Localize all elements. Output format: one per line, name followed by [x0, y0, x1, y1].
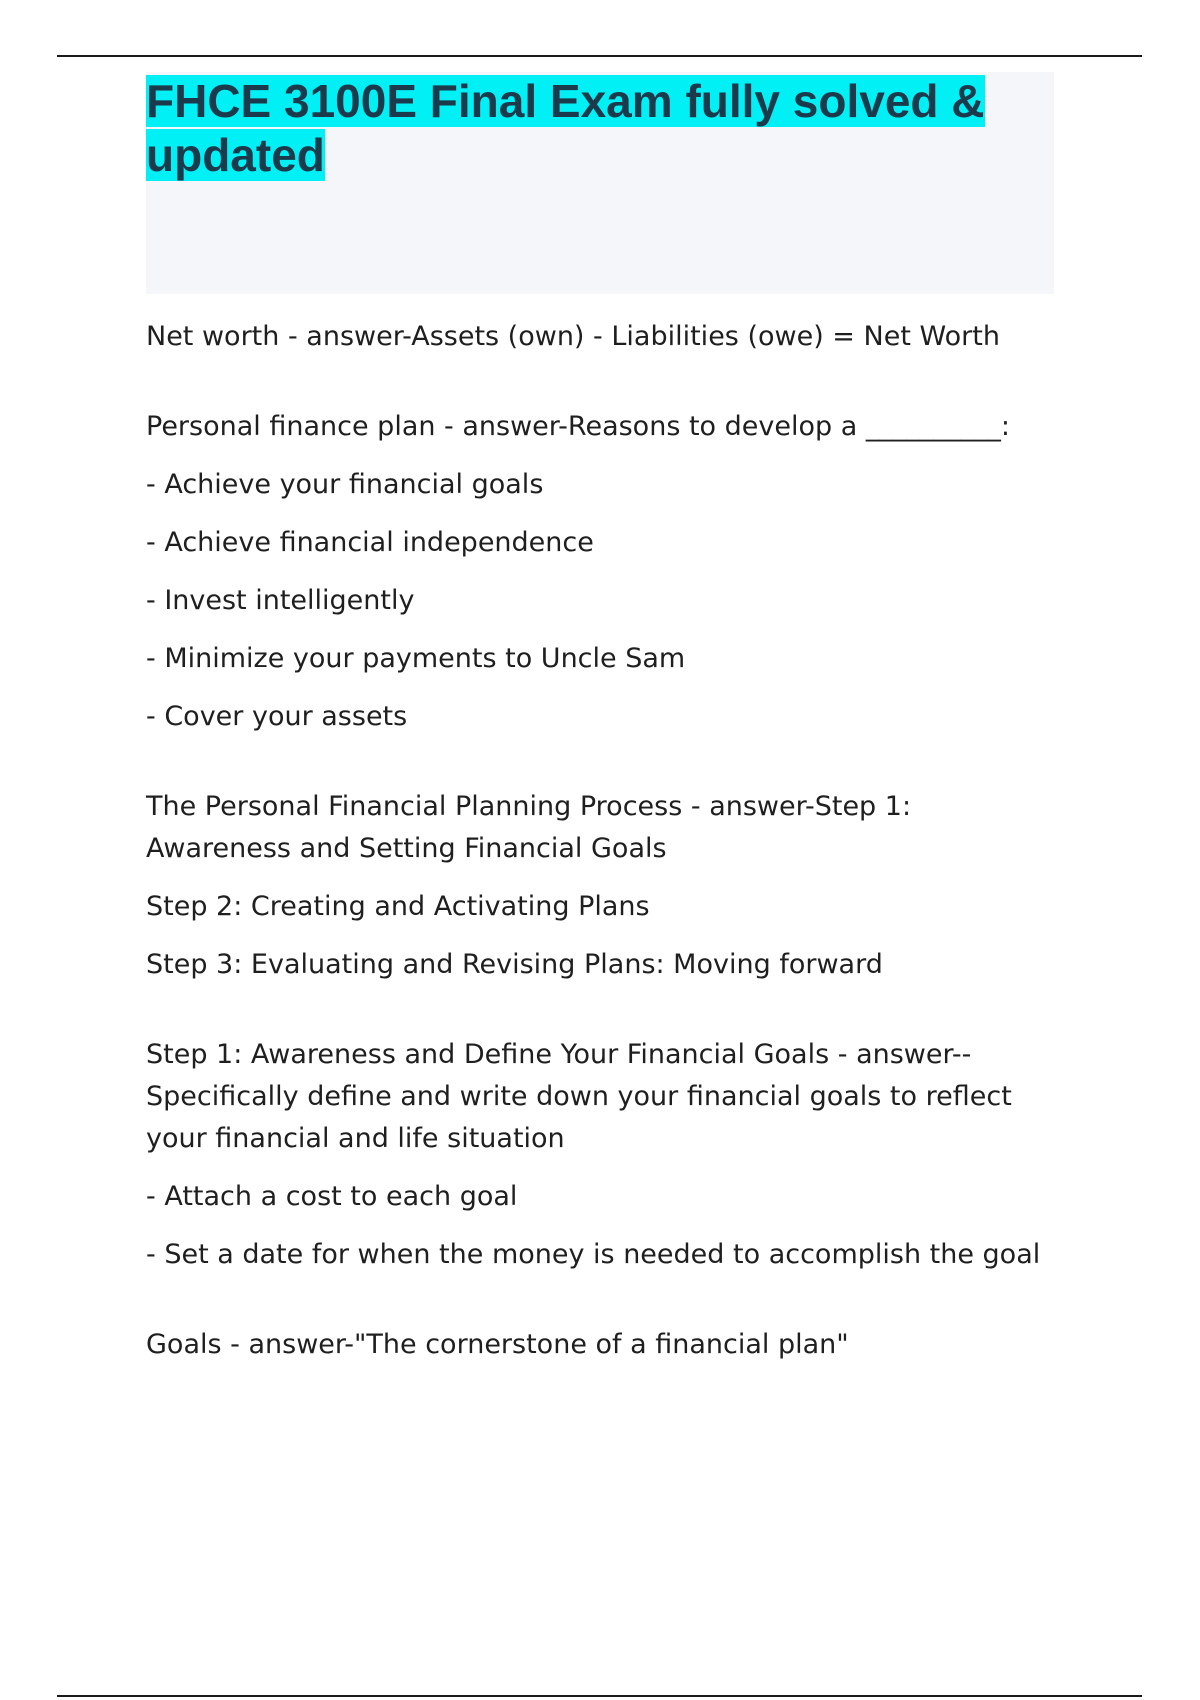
- qa-entry: [146, 1324, 1056, 1366]
- entry-line: Net worth - answer-Assets (own) - Liabilities (owe) = Net Worth: [146, 321, 1000, 352]
- qa-entry: [146, 1034, 1056, 1276]
- entry-line: - Achieve financial independence: [146, 527, 594, 558]
- entry-line: - Cover your assets: [146, 701, 408, 732]
- entry-line: The Personal Financial Planning Process - answer-Step 1: Awareness and Setting Financial Goals: [146, 791, 920, 864]
- entry-line: - Minimize your payments to Uncle Sam: [146, 643, 686, 674]
- qa-entry: [146, 316, 1056, 358]
- qa-entry: [146, 406, 1056, 738]
- entry-line: Step 1: Awareness and Define Your Financial Goals - answer--Specifically define and write down your financial goals to reflect your financial and life situation: [146, 1039, 1021, 1154]
- qa-entry: [146, 786, 1056, 986]
- entry-line: Personal finance plan - answer-Reasons to develop a __________:: [146, 411, 1010, 442]
- document-title: [146, 72, 1054, 182]
- bottom-rule: [57, 1695, 1142, 1697]
- title-block: [146, 72, 1054, 294]
- entry-line: Step 2: Creating and Activating Plans: [146, 891, 650, 922]
- entry-line: - Set a date for when the money is needed to accomplish the goal: [146, 1239, 1041, 1270]
- document-body: [146, 316, 1056, 1382]
- entry-line: - Invest intelligently: [146, 585, 415, 616]
- entry-line: Goals - answer-"The cornerstone of a financial plan": [146, 1329, 849, 1360]
- title-highlight: FHCE 3100E Final Exam fully solved & updated: [146, 75, 985, 181]
- entry-line: - Attach a cost to each goal: [146, 1181, 518, 1212]
- entry-line: Step 3: Evaluating and Revising Plans: Moving forward: [146, 949, 883, 980]
- entry-line: - Achieve your financial goals: [146, 469, 544, 500]
- top-rule: [57, 55, 1142, 57]
